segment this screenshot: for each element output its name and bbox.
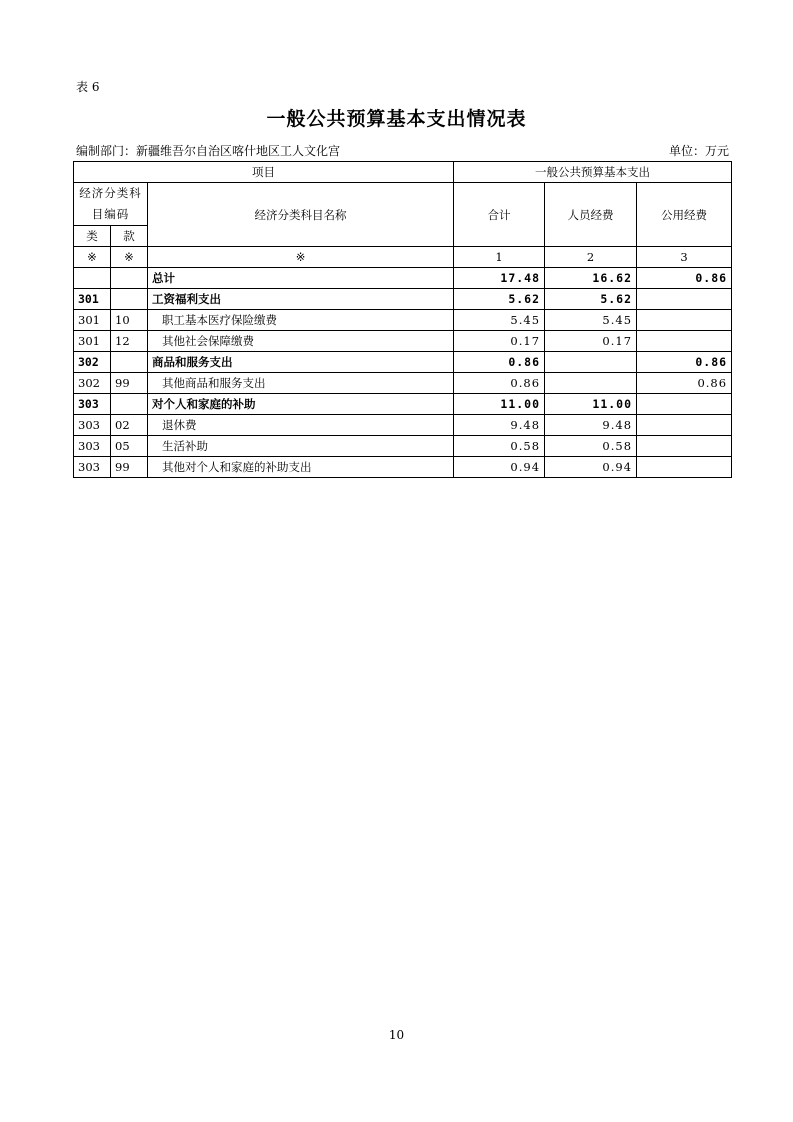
total-cell: 0.17 bbox=[454, 331, 545, 352]
kuan-cell bbox=[111, 352, 148, 373]
personnel-cell bbox=[545, 352, 637, 373]
table-row bbox=[74, 415, 732, 436]
public-cell bbox=[637, 436, 732, 457]
page-number: 10 bbox=[388, 1028, 405, 1042]
table-row bbox=[74, 289, 732, 310]
col-personnel-header: 人员经费 bbox=[545, 183, 637, 247]
lei-cell: 303 bbox=[74, 436, 111, 457]
department-label: 编制部门：新疆维吾尔自治区喀什地区工人文化宫 bbox=[76, 144, 341, 158]
public-cell: 0.86 bbox=[637, 352, 732, 373]
public-cell bbox=[637, 415, 732, 436]
index-cell: 1 bbox=[454, 247, 545, 268]
table-row bbox=[74, 457, 732, 478]
table-row bbox=[74, 310, 732, 331]
personnel-cell: 5.62 bbox=[545, 289, 637, 310]
kuan-cell bbox=[111, 394, 148, 415]
name-cell: 总计 bbox=[148, 268, 454, 289]
personnel-cell: 9.48 bbox=[545, 415, 637, 436]
name-cell: 生活补助 bbox=[148, 436, 454, 457]
lei-cell: 301 bbox=[74, 289, 111, 310]
index-cell: 3 bbox=[637, 247, 732, 268]
personnel-cell: 0.94 bbox=[545, 457, 637, 478]
public-cell bbox=[637, 310, 732, 331]
kuan-cell bbox=[111, 268, 148, 289]
public-cell bbox=[637, 289, 732, 310]
public-cell bbox=[637, 331, 732, 352]
total-cell: 0.58 bbox=[454, 436, 545, 457]
total-cell: 17.48 bbox=[454, 268, 545, 289]
kuan-cell: 99 bbox=[111, 457, 148, 478]
table-row bbox=[74, 373, 732, 394]
kuan-cell: 10 bbox=[111, 310, 148, 331]
lei-cell: 301 bbox=[74, 310, 111, 331]
index-row bbox=[74, 247, 732, 268]
marker-cell: ※ bbox=[111, 247, 148, 268]
table-row bbox=[74, 394, 732, 415]
personnel-cell: 5.45 bbox=[545, 310, 637, 331]
total-cell: 0.94 bbox=[454, 457, 545, 478]
name-cell: 商品和服务支出 bbox=[148, 352, 454, 373]
col-group-header: 一般公共预算基本支出 bbox=[454, 162, 732, 183]
col-kuan-header: 款 bbox=[111, 226, 148, 247]
header-row-2 bbox=[74, 183, 732, 226]
col-name-header: 经济分类科目名称 bbox=[148, 183, 454, 247]
name-cell: 退休费 bbox=[148, 415, 454, 436]
kuan-cell: 02 bbox=[111, 415, 148, 436]
col-item-header: 项目 bbox=[74, 162, 454, 183]
col-code-header: 经济分类科目编码 bbox=[74, 183, 148, 226]
kuan-cell: 99 bbox=[111, 373, 148, 394]
header-row-1 bbox=[74, 162, 732, 183]
total-cell: 5.45 bbox=[454, 310, 545, 331]
budget-table bbox=[73, 161, 732, 478]
marker-cell: ※ bbox=[148, 247, 454, 268]
public-cell bbox=[637, 457, 732, 478]
public-cell: 0.86 bbox=[637, 373, 732, 394]
col-public-header: 公用经费 bbox=[637, 183, 732, 247]
table-row bbox=[74, 352, 732, 373]
lei-cell: 302 bbox=[74, 373, 111, 394]
name-cell: 其他商品和服务支出 bbox=[148, 373, 454, 394]
personnel-cell: 0.58 bbox=[545, 436, 637, 457]
col-lei-header: 类 bbox=[74, 226, 111, 247]
table-row bbox=[74, 331, 732, 352]
table-row bbox=[74, 268, 732, 289]
unit-label: 单位：万元 bbox=[668, 144, 729, 158]
total-cell: 0.86 bbox=[454, 352, 545, 373]
kuan-cell: 05 bbox=[111, 436, 148, 457]
table-row bbox=[74, 436, 732, 457]
col-total-header: 合计 bbox=[454, 183, 545, 247]
index-cell: 2 bbox=[545, 247, 637, 268]
personnel-cell: 0.17 bbox=[545, 331, 637, 352]
public-cell bbox=[637, 394, 732, 415]
table-number: 表 6 bbox=[76, 80, 100, 94]
lei-cell: 301 bbox=[74, 331, 111, 352]
name-cell: 职工基本医疗保险缴费 bbox=[148, 310, 454, 331]
name-cell: 其他社会保障缴费 bbox=[148, 331, 454, 352]
personnel-cell: 11.00 bbox=[545, 394, 637, 415]
marker-cell: ※ bbox=[74, 247, 111, 268]
personnel-cell: 16.62 bbox=[545, 268, 637, 289]
kuan-cell: 12 bbox=[111, 331, 148, 352]
total-cell: 5.62 bbox=[454, 289, 545, 310]
kuan-cell bbox=[111, 289, 148, 310]
personnel-cell bbox=[545, 373, 637, 394]
lei-cell: 303 bbox=[74, 415, 111, 436]
lei-cell: 302 bbox=[74, 352, 111, 373]
total-cell: 0.86 bbox=[454, 373, 545, 394]
lei-cell: 303 bbox=[74, 457, 111, 478]
page-title: 一般公共预算基本支出情况表 bbox=[266, 108, 527, 130]
name-cell: 对个人和家庭的补助 bbox=[148, 394, 454, 415]
name-cell: 其他对个人和家庭的补助支出 bbox=[148, 457, 454, 478]
public-cell: 0.86 bbox=[637, 268, 732, 289]
name-cell: 工资福利支出 bbox=[148, 289, 454, 310]
total-cell: 9.48 bbox=[454, 415, 545, 436]
lei-cell: 303 bbox=[74, 394, 111, 415]
lei-cell bbox=[74, 268, 111, 289]
total-cell: 11.00 bbox=[454, 394, 545, 415]
